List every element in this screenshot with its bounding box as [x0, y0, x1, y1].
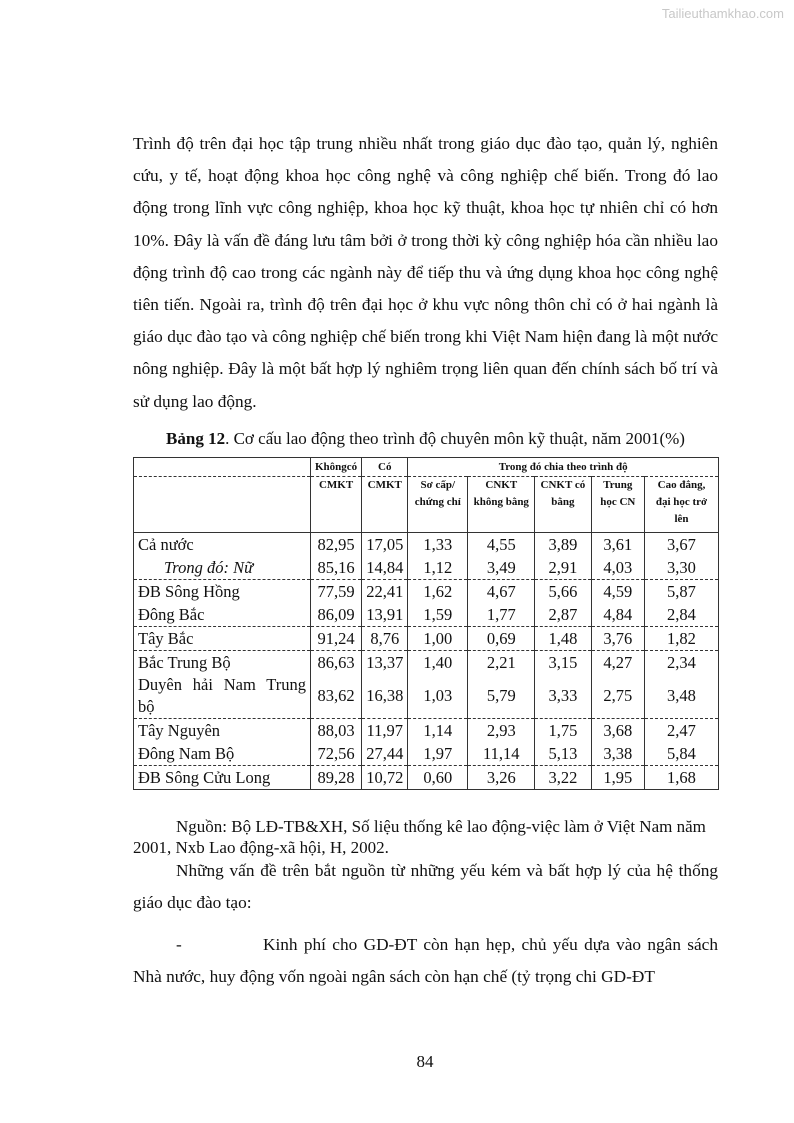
- page-number: 84: [416, 1052, 434, 1071]
- table-cell: 5,13: [535, 742, 591, 766]
- table-row: [134, 533, 719, 557]
- table-cell: 0,60: [408, 766, 468, 790]
- table-cell: 1,40: [408, 651, 468, 675]
- table-cell: 1,33: [408, 533, 468, 557]
- table-cell: 2,47: [644, 719, 718, 743]
- watermark: Tailieuthamkhao.com: [661, 6, 784, 21]
- table-cell: 3,38: [591, 742, 644, 766]
- table-cell: 2,84: [644, 603, 718, 627]
- table-cell: 4,27: [591, 651, 644, 675]
- table-row: [134, 627, 719, 651]
- table-cell: 5,79: [468, 674, 535, 719]
- table-cell: 13,37: [362, 651, 408, 675]
- table-cell: 4,84: [591, 603, 644, 627]
- table-cell: 1,82: [644, 627, 718, 651]
- table-cell: 14,84: [362, 556, 408, 580]
- table-source: Nguồn: Bộ LĐ-TB&XH, Số liệu thống kê lao động-việc làm ở Việt Nam năm 2001, Nxb Lao động-xã hội, H, 2002.: [133, 817, 706, 857]
- table-cell: 2,93: [468, 719, 535, 743]
- table-cell: 22,41: [362, 580, 408, 604]
- header-cell: Sơ cấp/ chứng chỉ: [408, 477, 468, 533]
- table-cell: 3,67: [644, 533, 718, 557]
- table-cell: 4,03: [591, 556, 644, 580]
- table-cell: 2,87: [535, 603, 591, 627]
- row-label: Tây Nguyên: [134, 719, 311, 743]
- bullet-marker: -: [176, 935, 182, 954]
- table-cell: 86,63: [311, 651, 362, 675]
- table-cell: 3,33: [535, 674, 591, 719]
- row-label: ĐB Sông Cửu Long: [134, 766, 311, 790]
- table-cell: 3,61: [591, 533, 644, 557]
- paragraph-3-text: Kinh phí cho GD-ĐT còn hạn hẹp, chủ yếu dựa vào ngân sách Nhà nước, huy động vốn ngoài ngân sách còn hạn chế (tỷ trọng chi GD-ĐT: [133, 935, 718, 987]
- table-cell: 0,69: [468, 627, 535, 651]
- table-cell: 3,48: [644, 674, 718, 719]
- table-cell: 2,75: [591, 674, 644, 719]
- header-cell: Cao đẳng, đại học trở lên: [644, 477, 718, 533]
- row-label: ĐB Sông Hồng: [134, 580, 311, 604]
- table-caption: [133, 429, 718, 449]
- table-cell: 1,97: [408, 742, 468, 766]
- row-label: Đông Nam Bộ: [134, 742, 311, 766]
- header-row-2: [134, 477, 719, 533]
- table-cell: 89,28: [311, 766, 362, 790]
- table-cell: 88,03: [311, 719, 362, 743]
- table-cell: 4,67: [468, 580, 535, 604]
- table-cell: 5,84: [644, 742, 718, 766]
- header-cell: Trung học CN: [591, 477, 644, 533]
- table-row: [134, 719, 719, 743]
- table-cell: 5,87: [644, 580, 718, 604]
- table-cell: 13,91: [362, 603, 408, 627]
- row-label: Tây Bắc: [134, 627, 311, 651]
- table-cell: 10,72: [362, 766, 408, 790]
- table-cell: 1,14: [408, 719, 468, 743]
- header-cell: CNKT có bằng: [535, 477, 591, 533]
- table-row: [134, 742, 719, 766]
- caption-text: . Cơ cấu lao động theo trình độ chuyên môn kỹ thuật, năm 2001(%): [225, 429, 685, 448]
- table-cell: 4,59: [591, 580, 644, 604]
- table-body: [134, 533, 719, 790]
- table-cell: 27,44: [362, 742, 408, 766]
- table-cell: 17,05: [362, 533, 408, 557]
- row-label: Trong đó: Nữ: [134, 556, 311, 580]
- table-cell: 5,66: [535, 580, 591, 604]
- labor-structure-table: [133, 457, 719, 790]
- caption-label: Bảng 12: [166, 429, 226, 448]
- table-cell: 3,76: [591, 627, 644, 651]
- header-cell: CMKT: [362, 477, 408, 533]
- table-cell: 3,30: [644, 556, 718, 580]
- table-cell: 85,16: [311, 556, 362, 580]
- table-cell: 2,34: [644, 651, 718, 675]
- paragraph-3: [133, 929, 718, 993]
- table-cell: 11,97: [362, 719, 408, 743]
- table-cell: 82,95: [311, 533, 362, 557]
- table-cell: 1,62: [408, 580, 468, 604]
- table-cell: 77,59: [311, 580, 362, 604]
- header-row-1: [134, 458, 719, 477]
- table-cell: 83,62: [311, 674, 362, 719]
- row-label: Cả nước: [134, 533, 311, 557]
- table-cell: 2,91: [535, 556, 591, 580]
- table-row: [134, 766, 719, 790]
- header-cell: Có: [362, 458, 408, 477]
- header-cell: Khôngcó: [311, 458, 362, 477]
- table-cell: 1,75: [535, 719, 591, 743]
- table-row: [134, 556, 719, 580]
- header-cell: CNKT không bằng: [468, 477, 535, 533]
- table-cell: 1,68: [644, 766, 718, 790]
- table-cell: 3,68: [591, 719, 644, 743]
- table-cell: 4,55: [468, 533, 535, 557]
- table-cell: 16,38: [362, 674, 408, 719]
- table-cell: 72,56: [311, 742, 362, 766]
- table-cell: 86,09: [311, 603, 362, 627]
- table-cell: 1,12: [408, 556, 468, 580]
- table-row: [134, 674, 719, 719]
- table-cell: 3,89: [535, 533, 591, 557]
- paragraph-2: Những vấn đề trên bắt nguồn từ những yếu kém và bất hợp lý của hệ thống giáo dục đào tạo:: [133, 861, 718, 913]
- paragraph-1: Trình độ trên đại học tập trung nhiều nhất trong giáo dục đào tạo, quản lý, nghiên cứu, y tế, hoạt động khoa học công nghệ và công nghiệp chế biến. Trong đó lao động trong lĩnh vực công nghiệp, khoa học kỹ thuật, khoa học tự nhiên chỉ có hơn 10%. Đây là vấn đề đáng lưu tâm bởi ở trong thời kỳ công nghiệp hóa cần nhiều lao động trình độ cao trong các ngành này để tiếp thu và ứng dụng khoa học công nghệ tiên tiến. Ngoài ra, trình độ trên đại học ở khu vực nông thôn chỉ có ở hai ngành là giáo dục đào tạo và công nghiệp chế biến trong khi Việt Nam hiện đang là một nước nông nghiệp. Đây là một bất hợp lý nghiêm trọng liên quan đến chính sách bố trí và sử dụng lao động.: [133, 134, 718, 411]
- table-cell: 11,14: [468, 742, 535, 766]
- table-cell: 3,26: [468, 766, 535, 790]
- header-cell: CMKT: [311, 477, 362, 533]
- table-cell: 8,76: [362, 627, 408, 651]
- row-label: Duyên hải Nam Trung bộ: [134, 674, 311, 719]
- table-cell: 1,77: [468, 603, 535, 627]
- table-cell: 1,59: [408, 603, 468, 627]
- table-cell: 3,49: [468, 556, 535, 580]
- table-row: [134, 580, 719, 604]
- table-cell: 1,03: [408, 674, 468, 719]
- table-row: [134, 603, 719, 627]
- table-cell: 1,48: [535, 627, 591, 651]
- row-label: Đông Bắc: [134, 603, 311, 627]
- table-cell: 3,22: [535, 766, 591, 790]
- table-row: [134, 651, 719, 675]
- table-cell: 3,15: [535, 651, 591, 675]
- table-cell: 91,24: [311, 627, 362, 651]
- row-label: Bắc Trung Bộ: [134, 651, 311, 675]
- table-cell: 1,95: [591, 766, 644, 790]
- header-cell: Trong đó chia theo trình độ: [408, 458, 719, 477]
- table-cell: 1,00: [408, 627, 468, 651]
- table-cell: 2,21: [468, 651, 535, 675]
